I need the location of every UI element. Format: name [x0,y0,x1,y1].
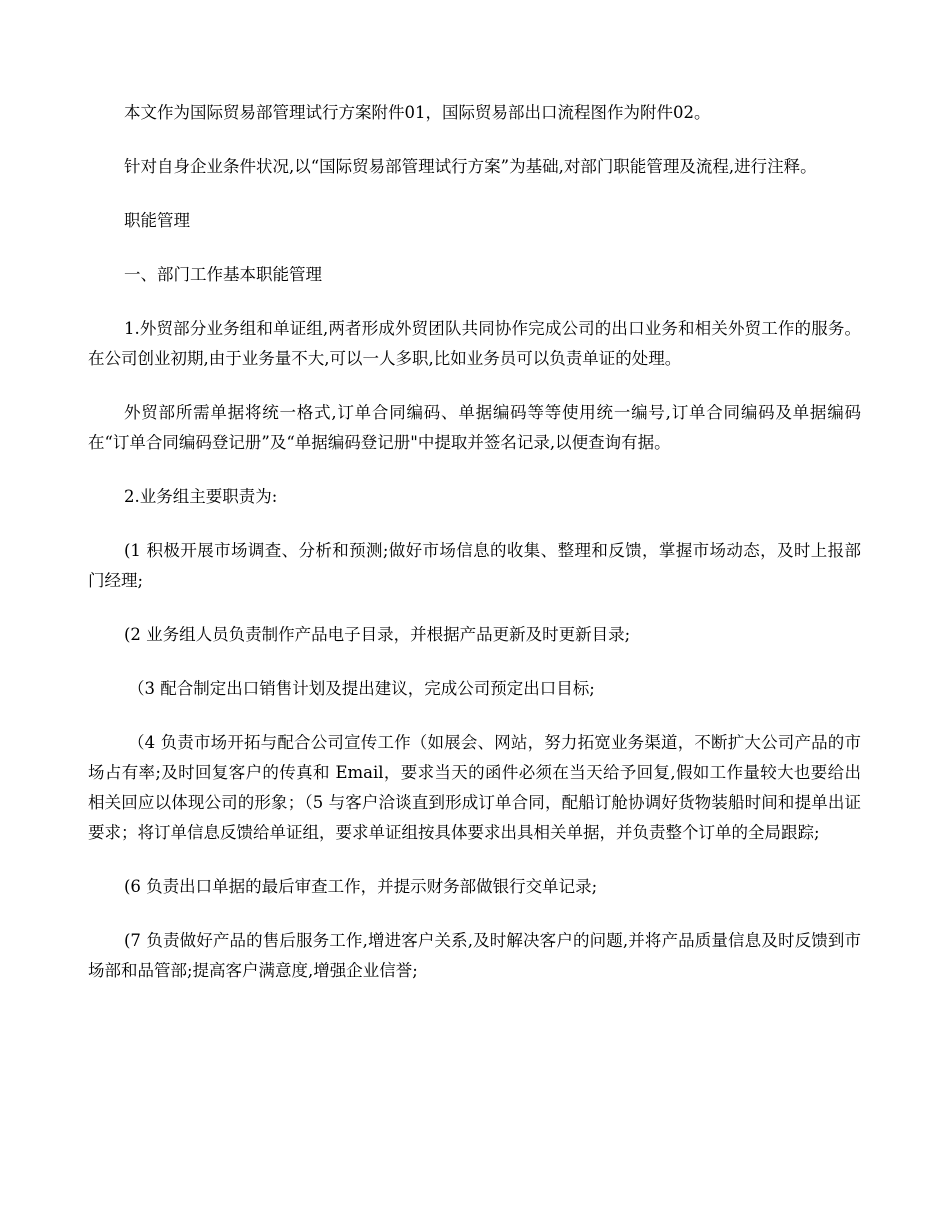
document-page [88,98,861,1010]
section-heading-functions: 职能管理 [124,211,190,230]
paragraph-purpose: 针对自身企业条件状况,以“国际贸易部管理试行方案”为基础,对部门职能管理及流程,进行注释。 [124,157,817,176]
subsection-heading-basic-functions: 一、部门工作基本职能管理 [124,265,322,284]
duty-item-6: (6 负责出口单据的最后审查工作，并提示财务部做银行交单记录; [124,877,598,896]
paragraph-item-1: 1.外贸部分业务组和单证组,两者形成外贸团队共同协作完成公司的出口业务和相关外贸工作的服务。在公司创业初期,由于业务量不大,可以一人多职,比如业务员可以负责单证的处理。 [88,319,861,368]
duty-item-2: (2 业务组人员负责制作产品电子目录，并根据产品更新及时更新目录; [124,625,631,644]
duty-item-7: (7 负责做好产品的售后服务工作,增进客户关系,及时解决客户的问题,并将产品质量信息及时反馈到市场部和品管部;提高客户满意度,增强企业信誉; [88,931,861,980]
duty-item-3: （3 配合制定出口销售计划及提出建议，完成公司预定出口目标; [128,679,595,698]
paragraph-intro: 本文作为国际贸易部管理试行方案附件01，国际贸易部出口流程图作为附件02。 [124,103,711,122]
duty-item-4-5: （4 负责市场开拓与配合公司宣传工作（如展会、网站，努力拓宽业务渠道，不断扩大公司产品的市场占有率;及时回复客户的传真和 Email，要求当天的函件必须在当天给予回复,假如工作量较大也要给出相关回应以体现公司的形象；（5 与客户洽谈直到形成订单合同，配船订舱协调好货物装船时间和提单出证要求；将订单信息反馈给单证组，要求单证组按具体要求出具相关单据，并负责整个订单的全局跟踪; [88,733,861,842]
paragraph-item-2: 2.业务组主要职责为: [124,487,278,506]
duty-item-1: (1 积极开展市场调查、分析和预测;做好市场信息的收集、整理和反馈，掌握市场动态，及时上报部门经理; [88,541,861,590]
paragraph-document-format: 外贸部所需单据将统一格式,订单合同编码、单据编码等等使用统一编号,订单合同编码及单据编码在“订单合同编码登记册”及“单据编码登记册"中提取并签名记录,以便查询有据。 [88,403,861,452]
